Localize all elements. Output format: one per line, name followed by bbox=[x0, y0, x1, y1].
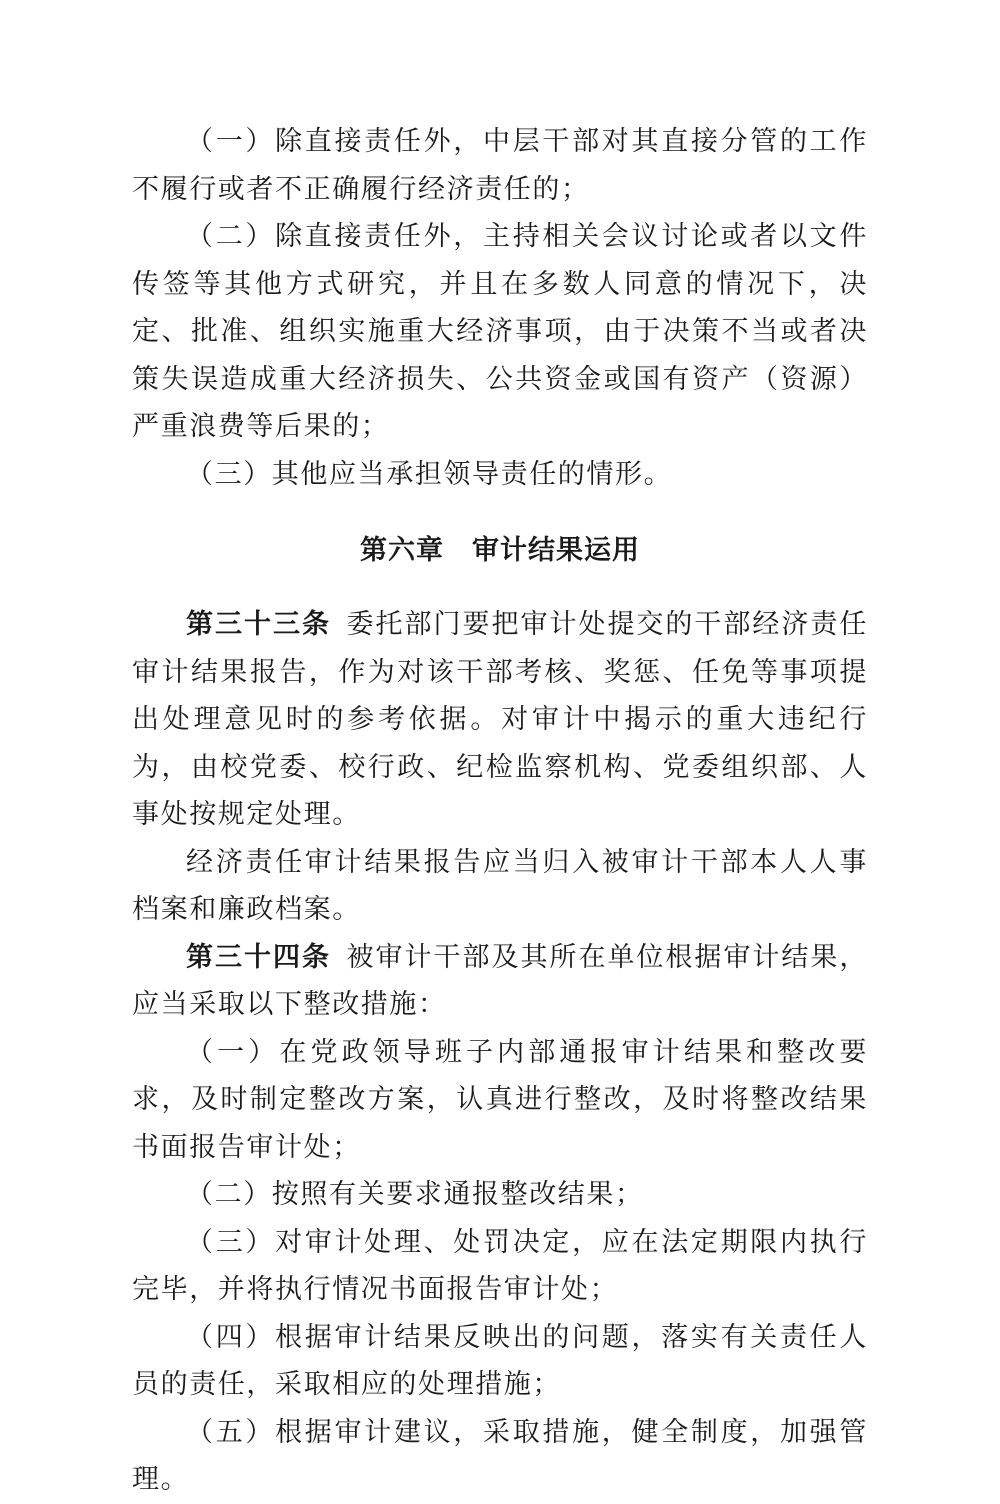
article-34-item-2: （二）按照有关要求通报整改结果； bbox=[186, 1179, 644, 1210]
article-34-item-1: （一）在党政领导班子内部通报审计结果和整改要求，及时制定整改方案，认真进行整改，及时将整改结果书面报告审计处； bbox=[132, 1036, 868, 1163]
paragraph-item-1: （一）除直接责任外，中层干部对其直接分管的工作不履行或者不正确履行经济责任的； bbox=[132, 126, 868, 205]
chapter-heading bbox=[132, 528, 868, 567]
article-34-item-3: （三）对审计处理、处罚决定，应在法定期限内执行完毕，并将执行情况书面报告审计处； bbox=[132, 1226, 868, 1305]
article-33-text: 委托部门要把审计处提交的干部经济责任审计结果报告，作为对该干部考核、奖惩、任免等事项提出处理意见时的参考依据。对审计中揭示的重大违纪行为，由校党委、校行政、纪检监察机构、党委组织部、人事处按规定处理。 bbox=[132, 609, 868, 830]
article-34-label: 第三十四条 bbox=[186, 941, 331, 973]
paragraph-item-3: （三）其他应当承担领导责任的情形。 bbox=[186, 458, 673, 490]
article-34-item-5: （五）根据审计建议，采取措施，健全制度，加强管理。 bbox=[132, 1416, 868, 1495]
chapter-number: 第六章 bbox=[360, 535, 444, 566]
paragraph-item-2: （二）除直接责任外，主持相关会议讨论或者以文件传签等其他方式研究，并且在多数人同意的情况下，决定、批准、组织实施重大经济事项，由于决策不当或者决策失误造成重大经济损失、公共资金或国有资产（资源）严重浪费等后果的； bbox=[132, 221, 868, 442]
article-34 bbox=[132, 934, 868, 1029]
article-33 bbox=[132, 601, 868, 839]
article-33-paragraph-2: 经济责任审计结果报告应当归入被审计干部本人人事档案和廉政档案。 bbox=[132, 846, 868, 925]
article-33-label: 第三十三条 bbox=[186, 609, 331, 640]
article-34-item-4: （四）根据审计结果反映出的问题，落实有关责任人员的责任，采取相应的处理措施； bbox=[132, 1321, 868, 1400]
chapter-title: 审计结果运用 bbox=[472, 535, 640, 566]
article-34-text: 被审计干部及其所在单位根据审计结果，应当采取以下整改措施： bbox=[132, 941, 868, 1020]
